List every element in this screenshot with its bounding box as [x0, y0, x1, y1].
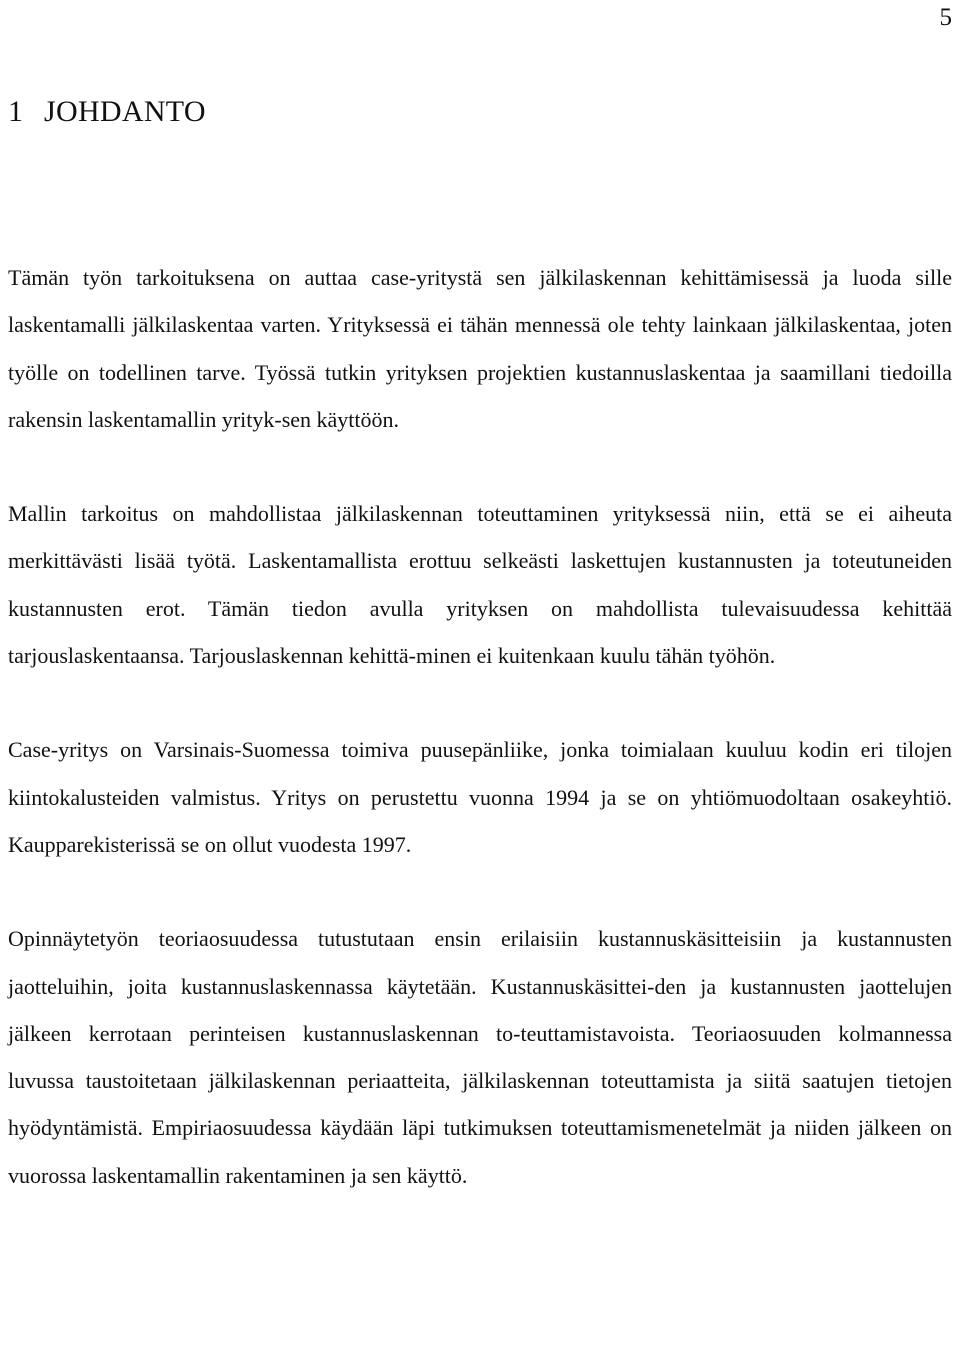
paragraph-model: Mallin tarkoitus on mahdollistaa jälkilaskennan toteuttaminen yrityksessä niin, että se ei aiheuta merkittävästi lisää työtä. Laskentamallista erottuu selkeästi laskettujen kustannusten ja toteutuneiden kustannusten erot. Tämän tiedon avulla yrityksen on mahdollista tulevaisuudessa kehittää tarjouslaskentaansa. Tarjouslaskennan kehittä-minen ei kuitenkaan kuulu tähän työhön. — [8, 501, 952, 669]
page-number: 5 — [939, 4, 952, 31]
paragraph-structure: Opinnäytetyön teoriaosuudessa tutustutaan ensin erilaisiin kustannuskäsitteisiin ja kustannusten jaotteluihin, joita kustannuslaskennassa käytetään. Kustannuskäsittei-den ja kustannusten jaottelujen jälkeen kerrotaan perinteisen kustannuslaskennan to-teuttamistavoista. Teoriaosuuden kolmannessa luvussa taustoitetaan jälkilaskennan periaatteita, jälkilaskennan toteuttamista ja siitä saatujen tietojen hyödyntämistä. Empiriaosuudessa käydään läpi tutkimuksen toteuttamismenetelmät ja niiden jälkeen on vuorossa laskentamallin rakentaminen ja sen käyttö. — [8, 926, 952, 1188]
chapter-number: 1 — [8, 95, 24, 128]
chapter-heading — [8, 92, 206, 132]
paragraph-case-company: Case-yritys on Varsinais-Suomessa toimiva puusepänliike, jonka toimialaan kuuluu kodin eri tilojen kiintokalusteiden valmistus. Yritys on perustettu vuonna 1994 ja se on yhtiömuodoltaan osakeyhtiö. Kaupparekisterissä se on ollut vuodesta 1997. — [8, 737, 952, 857]
body-text — [8, 254, 952, 1246]
paragraph-purpose: Tämän työn tarkoituksena on auttaa case-yritystä sen jälkilaskennan kehittämisessä ja luoda sille laskentamalli jälkilaskentaa varten. Yrityksessä ei tähän mennessä ole tehty lainkaan jälkilaskentaa, joten työlle on todellinen tarve. Työssä tutkin yrityksen projektien kustannuslaskentaa ja saamillani tiedoilla rakensin laskentamallin yrityk-sen käyttöön. — [8, 265, 952, 432]
chapter-title: JOHDANTO — [44, 95, 206, 128]
